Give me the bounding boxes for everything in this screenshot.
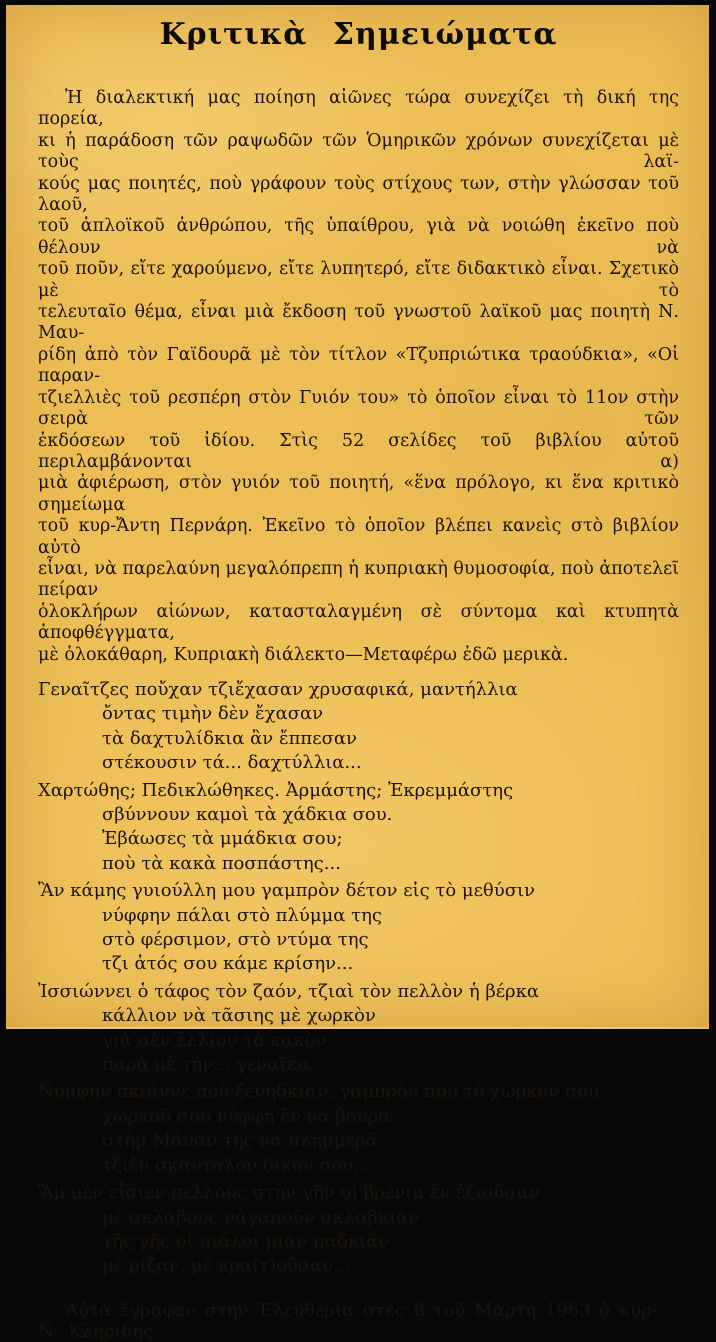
poem-line: Ἂν κάμης γυιούλλη μου γαμπρὸν δέτον εἰς τὸ μεθύσιν — [38, 880, 535, 902]
paragraph-line: τοῦ κυρ-Ἄντη Περνάρη. Ἐκεῖνο τὸ ὁποῖον βλέπει κανεὶς στὸ βιβλίον αὐτὸ — [38, 516, 679, 558]
poem-line: στὸ φέρσιμον, στὸ ντύμα της — [102, 929, 369, 951]
paragraph-line: μὲ ὁλοκάθαρη, Κυπριακὴ διάλεκτο—Μεταφέρω ἐδῶ μερικὰ. — [38, 644, 569, 665]
poem-line: Ἰσσιώννει ὁ τάφος τὸν ζαόν, τζιαὶ τὸν πελλὸν ἡ βέρκα — [38, 980, 540, 1002]
poem-stanza-5 — [38, 1080, 679, 1178]
poem-line: Ἂμ μὲν εἶσιεν πελλοὺς στὴν γῆν οἱ βρένιμ ἔν ἐζιοῦσαν — [38, 1182, 540, 1204]
poem-line: τῆς γῆς οἱ μιάλοι μιὰν παδκιὰν — [102, 1230, 390, 1252]
poem-line: παρὰ μὲ τήν... γεναῖκα — [102, 1054, 310, 1076]
poem-line: Γεναῖτζες ποὔχαν τζιἔχασαν χρυσαφικά, μαντήλλια — [38, 678, 518, 700]
paragraph-line: εἶναι, νὰ παρελαύνη μεγαλόπρεπη ἡ κυπριακὴ θυμοσοφία, ποὺ ἀποτελεῖ πείραν — [38, 558, 679, 601]
poem-line: Χαρτώθης; Πεδικλώθηκες. Ἀρμάστης; Ἐκρεμμάστης — [38, 779, 514, 801]
document-page — [6, 5, 709, 1342]
poem-line: γιὰ σὲν ἔλλίον τὸ κακὸν — [102, 1029, 327, 1051]
intro-paragraph — [38, 88, 679, 666]
poem-line: μὲ ρίζαν, μὲ κρα(τ)οῦσαν... — [102, 1255, 351, 1277]
poem-line: νύφφην πάλαι στὸ πλύμμα της — [102, 904, 382, 926]
paragraph-line: κι ἡ παράδοση τῶν ραψωδῶν τῶν Ὁμηρικῶν χρόνων συνεχίζεται μὲ τοὺς λαϊ- — [38, 130, 679, 173]
poem-excerpts — [38, 678, 679, 1279]
poem-line: Ἐβάωσες τὰ μμάδκια σου; — [102, 828, 343, 850]
attribution-line: Αὐτὰ ἔγραφεν στὴν Ἐλευθερία στὲς 8 τοῦ Μάρτη 1963 ὁ κυρ-Ν. Κληρίδης — [38, 1299, 658, 1342]
paragraph-line: ἐκδόσεων τοῦ ἰδίου. Στὶς 52 σελίδες τοῦ βιβλίου αὐτοῦ περιλαμβάνονται α) — [38, 430, 679, 472]
paragraph-line: τζιελλιὲς τοῦ ρεσπέρη στὸν Γυιόν του» τὸ ὁποῖον εἶναι τὸ 11ον στὴν σειρὰ τῶν — [38, 387, 679, 430]
poem-stanza-2 — [38, 779, 679, 877]
poem-stanza-1 — [38, 678, 679, 776]
poem-line: τὰ δαχτυλίδκια ἂν ἔππεσαν — [102, 727, 357, 749]
paragraph-line: Ἡ διαλεκτική μας ποίηση αἰῶνες τώρα συνεχίζει τὴ δική της πορεία, — [38, 88, 679, 130]
poem-line: στὴμ Μάναν της νὰ πλημμερᾶ — [102, 1130, 378, 1152]
paragraph-line: τοῦ ποῦν, εἴτε χαρούμενο, εἴτε λυπητερό, εἴτε διδακτικὸ εἶναι. Σχετικὸ μὲ τὸ — [38, 259, 679, 301]
paragraph-line: ρίδη ἀπὸ τὸν Γαϊδουρᾶ μὲ τὸν τίτλον «Τζυπριώτικα τραούδκια», «Οἱ παραν- — [38, 344, 679, 387]
poem-line: μὲ σκλάβους νἀγαποῦν σκλαβκιὰν — [102, 1206, 420, 1228]
poem-line: ὄντας τιμὴν δὲν ἔχασαν — [102, 703, 324, 725]
poem-stanza-3 — [38, 879, 679, 977]
poem-stanza-6 — [38, 1181, 679, 1279]
poem-line: τζιἔν σκάνταλον δικόν σου... — [102, 1154, 371, 1176]
paragraph-line: τοῦ ἁπλοϊκοῦ ἀνθρώπου, τῆς ὑπαίθρου, γιὰ νὰ νοιώθη ἐκεῖνο ποὺ θέλουν νὰ — [38, 216, 679, 258]
page-title: Κριτικὰ Σημειώματα — [159, 17, 558, 52]
poem-line: χωρκοῦ σου νύφφη ἔν νὰ βουρᾶ — [102, 1105, 391, 1127]
poem-line: τζι ἀτός σου κάμε κρίσην... — [102, 953, 354, 975]
poem-line: Νύμφην πκιάννε ποὺ ξενηδκιάν, γαμπρὸν ποὺ τὸ χωρκόν σου — [38, 1081, 600, 1103]
paragraph-line: ὁλοκλήρων αἰώνων, κατασταλαγμένη σὲ σύντομα καὶ κτυπητὰ ἀποφθέγγματα, — [38, 601, 679, 644]
paragraph-line: κούς μας ποιητές, ποὺ γράφουν τοὺς στίχους των, στὴν γλώσσαν τοῦ λαοῦ, — [38, 173, 679, 216]
poem-line: στέκουσιν τά... δαχτύλλια... — [102, 752, 362, 774]
poem-line: σβύννουν καμοὶ τὰ χάδκια σου. — [102, 804, 393, 825]
poem-stanza-4 — [38, 980, 679, 1078]
paragraph-line: μιὰ ἀφιέρωση, στὸν γυιόν τοῦ ποιητή, «ἕνα πρόλογο, κι ἕνα κριτικὸ σημείωμα — [38, 473, 679, 515]
paragraph-line: τελευταῖο θέμα, εἶναι μιὰ ἔκδοση τοῦ γνωστοῦ λαϊκοῦ μας ποιητὴ Ν. Μαυ- — [38, 302, 679, 344]
poem-line: κάλλιον νὰ τᾶσιης μὲ χωρκὸν — [102, 1005, 376, 1027]
poem-line: ποὺ τὰ κακὰ ποσπάστης... — [102, 852, 341, 874]
